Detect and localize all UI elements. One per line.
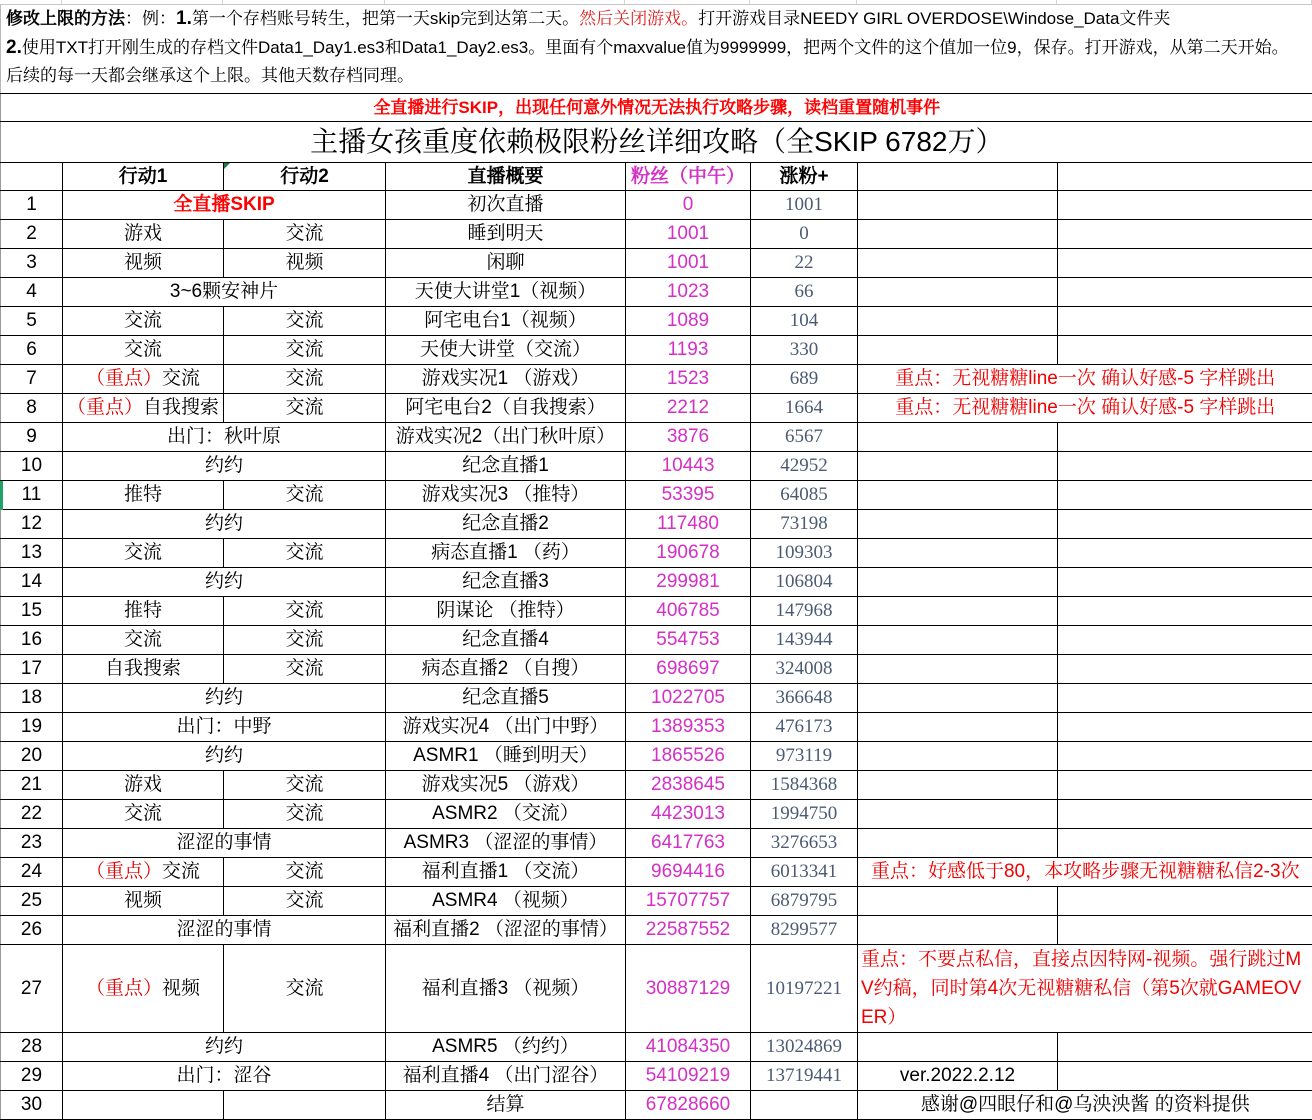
action-merged-cell[interactable]: 出门：秋叶原 <box>63 423 386 452</box>
key-point-prefix: （重点） <box>66 397 143 418</box>
table-row <box>1 858 1312 887</box>
fans-noon-cell[interactable]: 1001 <box>626 220 751 249</box>
table-row <box>1 829 1312 858</box>
table-row <box>1 626 1312 655</box>
gridline-cell <box>223 0 385 4</box>
fans-noon-cell[interactable]: 190678 <box>626 539 751 568</box>
fans-noon-cell[interactable]: 2212 <box>626 394 751 423</box>
key-point-prefix: （重点） <box>85 977 162 999</box>
action-merged-cell[interactable]: 全直播SKIP <box>63 191 386 220</box>
empty-cell[interactable] <box>1058 626 1312 655</box>
step1-red-text: 然后关闭游戏。 <box>579 9 699 28</box>
table-row <box>1 307 1312 336</box>
day-number-cell[interactable]: 19 <box>1 713 63 742</box>
gridline-cell <box>1057 0 1312 4</box>
fans-noon-cell[interactable]: 554753 <box>626 626 751 655</box>
table-row <box>1 597 1312 626</box>
table-row <box>1 713 1312 742</box>
day-number-cell[interactable]: 18 <box>1 684 63 713</box>
action2-cell[interactable]: 交流 <box>224 597 386 626</box>
day-number-cell[interactable]: 29 <box>1 1062 63 1091</box>
key-point-prefix: （重点） <box>85 368 162 389</box>
action2-cell[interactable]: 交流 <box>224 220 386 249</box>
table-row <box>1 684 1312 713</box>
note-cell[interactable]: 感谢@四眼仔和@乌泱泱酱 的资料提供 <box>858 1091 1312 1120</box>
action2-cell[interactable]: 交流 <box>224 481 386 510</box>
stream-summary-cell[interactable]: 病态直播1 （药） <box>386 539 626 568</box>
header-row <box>1 163 1312 191</box>
fans-gain-cell[interactable]: 1001 <box>751 191 858 220</box>
stream-summary-cell[interactable]: 结算 <box>386 1091 626 1120</box>
day-number-cell[interactable]: 27 <box>1 945 63 1033</box>
action2-cell[interactable]: 交流 <box>224 858 386 887</box>
action1-text: 交流 <box>162 368 201 389</box>
note-cell[interactable] <box>858 568 1058 597</box>
fans-noon-cell[interactable]: 30887129 <box>626 945 751 1033</box>
note-cell[interactable] <box>858 887 1058 916</box>
warning-banner[interactable]: 全直播进行SKIP，出现任何意外情况无法执行攻略步骤，读档重置随机事件 <box>1 94 1312 122</box>
day-number-cell[interactable]: 9 <box>1 423 63 452</box>
header-fans[interactable]: 粉丝（中午） <box>626 163 751 191</box>
empty-cell[interactable] <box>1058 800 1312 829</box>
header-stream[interactable]: 直播概要 <box>386 163 626 191</box>
empty-cell[interactable] <box>1058 655 1312 684</box>
fans-gain-cell[interactable]: 6013341 <box>751 858 858 887</box>
fans-gain-cell[interactable]: 324008 <box>751 655 858 684</box>
fans-gain-cell[interactable]: 106804 <box>751 568 858 597</box>
action2-cell[interactable]: 交流 <box>224 336 386 365</box>
action-merged-cell[interactable]: 约约 <box>63 684 386 713</box>
fans-gain-cell[interactable]: 66 <box>751 278 858 307</box>
note-cell[interactable] <box>858 423 1058 452</box>
empty-cell[interactable] <box>1058 713 1312 742</box>
gridline-cell <box>385 0 625 4</box>
table-row <box>1 423 1312 452</box>
fans-noon-cell[interactable]: 54109219 <box>626 1062 751 1091</box>
empty-cell[interactable] <box>1058 916 1312 945</box>
table-row <box>1 1062 1312 1091</box>
fans-noon-cell[interactable]: 0 <box>626 191 751 220</box>
stream-summary-cell[interactable]: 纪念直播4 <box>386 626 626 655</box>
action1-cell[interactable]: 视频 <box>63 249 224 278</box>
day-number-cell[interactable]: 16 <box>1 626 63 655</box>
day-number-cell[interactable]: 4 <box>1 278 63 307</box>
stream-summary-cell[interactable]: 福利直播4 （出门涩谷） <box>386 1062 626 1091</box>
fans-gain-cell[interactable]: 3276653 <box>751 829 858 858</box>
note-cell[interactable]: ver.2022.2.12 <box>858 1062 1058 1091</box>
empty-cell[interactable] <box>1058 220 1312 249</box>
day-number-cell[interactable]: 11 <box>1 481 63 510</box>
action1-cell[interactable] <box>63 945 224 1033</box>
fans-noon-cell[interactable]: 2838645 <box>626 771 751 800</box>
fans-noon-cell[interactable]: 1089 <box>626 307 751 336</box>
action1-cell[interactable]: 推特 <box>63 597 224 626</box>
instructions-cell[interactable] <box>0 5 1312 93</box>
stream-summary-cell[interactable]: 阿宅电台2（自我搜索） <box>386 394 626 423</box>
stream-summary-cell[interactable]: ASMR4 （视频） <box>386 887 626 916</box>
action1-cell[interactable]: 交流 <box>63 307 224 336</box>
note-cell[interactable] <box>858 249 1058 278</box>
action1-cell[interactable]: 交流 <box>63 626 224 655</box>
comment-indicator-icon <box>224 163 230 169</box>
key-point-prefix: （重点） <box>85 861 162 882</box>
note-cell[interactable] <box>858 307 1058 336</box>
action2-cell[interactable] <box>224 1091 386 1120</box>
action-merged-cell[interactable]: 出门：涩谷 <box>63 1062 386 1091</box>
stream-summary-cell[interactable]: 纪念直播1 <box>386 452 626 481</box>
empty-cell[interactable] <box>1058 452 1312 481</box>
day-number-cell[interactable]: 7 <box>1 365 63 394</box>
action-merged-cell[interactable]: 涩涩的事情 <box>63 916 386 945</box>
stream-summary-cell[interactable]: ASMR1 （睡到明天） <box>386 742 626 771</box>
fans-gain-cell[interactable]: 104 <box>751 307 858 336</box>
action1-cell[interactable] <box>63 394 224 423</box>
note-cell[interactable] <box>858 655 1058 684</box>
day-number-cell[interactable]: 26 <box>1 916 63 945</box>
fans-gain-cell[interactable]: 109303 <box>751 539 858 568</box>
table-row <box>1 1091 1312 1120</box>
action-merged-cell[interactable]: 约约 <box>63 452 386 481</box>
day-number-cell[interactable]: 24 <box>1 858 63 887</box>
fans-noon-cell[interactable]: 1193 <box>626 336 751 365</box>
fans-noon-cell[interactable]: 3876 <box>626 423 751 452</box>
gridline-cell <box>0 0 62 4</box>
action1-text: 自我搜索 <box>143 397 220 418</box>
empty-cell[interactable] <box>1058 1033 1312 1062</box>
fans-noon-cell[interactable]: 299981 <box>626 568 751 597</box>
table-row <box>1 336 1312 365</box>
step1-tail-text: 打开游戏目录NEEDY GIRL OVERDOSE\Windose_Data文件夹 <box>698 9 1171 28</box>
action2-cell[interactable]: 交流 <box>224 394 386 423</box>
header-gain[interactable]: 涨粉+ <box>751 163 858 191</box>
table-row <box>1 887 1312 916</box>
fans-gain-cell[interactable] <box>751 1091 858 1120</box>
action1-cell[interactable]: 交流 <box>63 539 224 568</box>
note-cell[interactable] <box>858 597 1058 626</box>
action-merged-cell[interactable]: 约约 <box>63 1033 386 1062</box>
fans-noon-cell[interactable]: 53395 <box>626 481 751 510</box>
action1-cell[interactable]: 游戏 <box>63 771 224 800</box>
action1-cell[interactable]: 交流 <box>63 336 224 365</box>
day-number-cell[interactable]: 25 <box>1 887 63 916</box>
stream-summary-cell[interactable]: 阴谋论 （推特） <box>386 597 626 626</box>
row-selection-indicator <box>0 481 3 510</box>
action-merged-cell[interactable]: 约约 <box>63 742 386 771</box>
gridline-cell <box>750 0 857 4</box>
note-cell[interactable] <box>858 713 1058 742</box>
note-cell[interactable] <box>858 742 1058 771</box>
action1-text: 视频 <box>162 977 201 999</box>
instructions-line-2 <box>6 34 1312 63</box>
stream-summary-cell[interactable]: 福利直播3 （视频） <box>386 945 626 1033</box>
fans-gain-cell[interactable]: 22 <box>751 249 858 278</box>
empty-cell[interactable] <box>1058 336 1312 365</box>
stream-summary-cell[interactable]: 游戏实况3 （推特） <box>386 481 626 510</box>
action1-cell[interactable]: 游戏 <box>63 220 224 249</box>
day-number-cell[interactable]: 1 <box>1 191 63 220</box>
note-cell[interactable]: 重点：无视糖糖line一次 确认好感-5 字样跳出 <box>858 365 1312 394</box>
empty-cell[interactable] <box>1058 887 1312 916</box>
stream-summary-cell[interactable]: 初次直播 <box>386 191 626 220</box>
action2-cell[interactable]: 交流 <box>224 945 386 1033</box>
table-row <box>1 510 1312 539</box>
header-col-h[interactable] <box>1058 163 1312 191</box>
stream-summary-cell[interactable]: 游戏实况2（出门秋叶原） <box>386 423 626 452</box>
fans-gain-cell[interactable]: 1584368 <box>751 771 858 800</box>
empty-cell[interactable] <box>1058 568 1312 597</box>
day-number-cell[interactable]: 17 <box>1 655 63 684</box>
stream-summary-cell[interactable]: 睡到明天 <box>386 220 626 249</box>
empty-cell[interactable] <box>1058 423 1312 452</box>
table-row <box>1 539 1312 568</box>
sheet-title[interactable]: 主播女孩重度依赖极限粉丝详细攻略（全SKIP 6782万） <box>1 122 1312 163</box>
day-number-cell[interactable]: 5 <box>1 307 63 336</box>
fans-noon-cell[interactable]: 6417763 <box>626 829 751 858</box>
header-day[interactable] <box>1 163 63 191</box>
fans-noon-cell[interactable]: 1023 <box>626 278 751 307</box>
header-action2: 行动2 <box>280 166 329 187</box>
note-cell[interactable] <box>858 220 1058 249</box>
fans-gain-cell[interactable]: 42952 <box>751 452 858 481</box>
fans-gain-cell[interactable]: 10197221 <box>751 945 858 1033</box>
fans-noon-cell[interactable]: 1523 <box>626 365 751 394</box>
stream-summary-cell[interactable]: 游戏实况5 （游戏） <box>386 771 626 800</box>
empty-cell[interactable] <box>1058 307 1312 336</box>
note-cell[interactable] <box>858 800 1058 829</box>
table-row <box>1 452 1312 481</box>
empty-cell[interactable] <box>1058 481 1312 510</box>
fans-noon-cell[interactable]: 406785 <box>626 597 751 626</box>
action2-cell[interactable]: 交流 <box>224 365 386 394</box>
action-merged-cell[interactable]: 约约 <box>63 510 386 539</box>
stream-summary-cell[interactable]: 福利直播1 （交流） <box>386 858 626 887</box>
instructions-line-3 <box>6 62 1312 91</box>
fans-gain-cell[interactable]: 143944 <box>751 626 858 655</box>
day-number-cell[interactable]: 15 <box>1 597 63 626</box>
step2-number: 2. <box>6 36 22 58</box>
table-row <box>1 278 1312 307</box>
empty-cell[interactable] <box>1058 597 1312 626</box>
fans-noon-cell[interactable]: 4423013 <box>626 800 751 829</box>
note-cell[interactable] <box>858 452 1058 481</box>
table-row <box>1 742 1312 771</box>
table-row <box>1 191 1312 220</box>
action2-cell[interactable]: 交流 <box>224 887 386 916</box>
empty-cell[interactable] <box>1058 249 1312 278</box>
fans-noon-cell[interactable]: 9694416 <box>626 858 751 887</box>
table-row <box>1 365 1312 394</box>
step1-text: 第一个存档账号转生，把第一天skip完到达第二天。 <box>191 9 580 28</box>
table-row <box>1 771 1312 800</box>
empty-cell[interactable] <box>1058 510 1312 539</box>
fans-gain-cell[interactable]: 147968 <box>751 597 858 626</box>
action-merged-cell[interactable]: 约约 <box>63 568 386 597</box>
step2-continuation-text: 后续的每一天都会继承这个上限。其他天数存档同理。 <box>6 66 414 85</box>
fans-gain-cell[interactable]: 73198 <box>751 510 858 539</box>
step1-number: 1. <box>176 8 192 29</box>
instructions-line-1 <box>6 5 1312 34</box>
action1-cell[interactable] <box>63 365 224 394</box>
gridline-cell <box>62 0 223 4</box>
day-number-cell[interactable]: 8 <box>1 394 63 423</box>
day-number-cell[interactable]: 6 <box>1 336 63 365</box>
empty-cell[interactable] <box>1058 742 1312 771</box>
fans-noon-cell[interactable]: 1022705 <box>626 684 751 713</box>
action1-cell[interactable] <box>63 1091 224 1120</box>
fans-gain-cell[interactable]: 8299577 <box>751 916 858 945</box>
fans-noon-cell[interactable]: 15707757 <box>626 887 751 916</box>
note-cell[interactable] <box>858 191 1058 220</box>
stream-summary-cell[interactable]: 病态直播2 （自搜） <box>386 655 626 684</box>
table-row <box>1 1033 1312 1062</box>
day-number-cell[interactable]: 2 <box>1 220 63 249</box>
empty-cell[interactable] <box>1058 771 1312 800</box>
day-number-cell[interactable]: 3 <box>1 249 63 278</box>
action-merged-cell[interactable]: 涩涩的事情 <box>63 829 386 858</box>
day-number-cell[interactable]: 28 <box>1 1033 63 1062</box>
table-row <box>1 220 1312 249</box>
fans-gain-cell[interactable]: 13024869 <box>751 1033 858 1062</box>
action2-cell[interactable]: 交流 <box>224 307 386 336</box>
stream-summary-cell[interactable]: 游戏实况1 （游戏） <box>386 365 626 394</box>
table-row <box>1 394 1312 423</box>
fans-gain-cell[interactable]: 973119 <box>751 742 858 771</box>
stream-summary-cell[interactable]: 阿宅电台1（视频） <box>386 307 626 336</box>
action2-cell[interactable]: 交流 <box>224 771 386 800</box>
stream-summary-cell[interactable]: ASMR5 （约约） <box>386 1033 626 1062</box>
action-merged-cell[interactable]: 3~6颗安神片 <box>63 278 386 307</box>
fans-gain-cell[interactable]: 13719441 <box>751 1062 858 1091</box>
fans-noon-cell[interactable]: 22587552 <box>626 916 751 945</box>
action1-text: 交流 <box>162 861 201 882</box>
stream-summary-cell[interactable]: 天使大讲堂（交流） <box>386 336 626 365</box>
action2-cell[interactable]: 交流 <box>224 800 386 829</box>
stream-summary-cell[interactable]: 纪念直播3 <box>386 568 626 597</box>
day-number-cell[interactable]: 30 <box>1 1091 63 1120</box>
fans-gain-cell[interactable]: 1664 <box>751 394 858 423</box>
stream-summary-cell[interactable]: ASMR3 （涩涩的事情） <box>386 829 626 858</box>
step2-text: 使用TXT打开刚生成的存档文件Data1_Day1.es3和Data1_Day2.es3。里面有个maxvalue值为9999999，把两个文件的这个值加一位9，保存。打开游戏，从第二天开始。 <box>21 37 1289 57</box>
fans-gain-cell[interactable]: 0 <box>751 220 858 249</box>
action1-cell[interactable]: 视频 <box>63 887 224 916</box>
day-number-cell[interactable]: 12 <box>1 510 63 539</box>
empty-cell[interactable] <box>1058 539 1312 568</box>
instructions-label: 修改上限的方法 <box>6 9 125 28</box>
note-cell[interactable] <box>858 336 1058 365</box>
stream-summary-cell[interactable]: 纪念直播5 <box>386 684 626 713</box>
table-row <box>1 945 1312 1033</box>
note-cell[interactable] <box>858 1033 1058 1062</box>
fans-noon-cell[interactable]: 67828660 <box>626 1091 751 1120</box>
stream-summary-cell[interactable]: 游戏实况4 （出门中野） <box>386 713 626 742</box>
note-cell[interactable] <box>858 771 1058 800</box>
empty-cell[interactable] <box>1058 191 1312 220</box>
empty-cell[interactable] <box>1058 684 1312 713</box>
action1-cell[interactable]: 交流 <box>63 800 224 829</box>
fans-noon-cell[interactable]: 698697 <box>626 655 751 684</box>
gridline-cell <box>857 0 1057 4</box>
fans-gain-cell[interactable]: 476173 <box>751 713 858 742</box>
day-number-cell[interactable]: 23 <box>1 829 63 858</box>
fans-noon-cell[interactable]: 10443 <box>626 452 751 481</box>
action2-cell[interactable]: 交流 <box>224 539 386 568</box>
instructions-separator: ：例： <box>125 9 176 28</box>
stream-summary-cell[interactable]: ASMR2 （交流） <box>386 800 626 829</box>
title-row <box>1 122 1312 163</box>
fans-noon-cell[interactable]: 1001 <box>626 249 751 278</box>
table-row <box>1 916 1312 945</box>
table-row <box>1 481 1312 510</box>
header-action2-cell[interactable] <box>224 163 386 191</box>
fans-noon-cell[interactable]: 1389353 <box>626 713 751 742</box>
day-number-cell[interactable]: 14 <box>1 568 63 597</box>
action1-cell[interactable] <box>63 858 224 887</box>
note-cell[interactable]: 重点：无视糖糖line一次 确认好感-5 字样跳出 <box>858 394 1312 423</box>
day-number-cell[interactable]: 13 <box>1 539 63 568</box>
gridline-cell <box>625 0 750 4</box>
stream-summary-cell[interactable]: 福利直播2 （涩涩的事情） <box>386 916 626 945</box>
header-col-g[interactable] <box>858 163 1058 191</box>
day-number-cell[interactable]: 20 <box>1 742 63 771</box>
note-cell[interactable] <box>858 916 1058 945</box>
fans-gain-cell[interactable]: 6567 <box>751 423 858 452</box>
header-action1[interactable]: 行动1 <box>63 163 224 191</box>
action1-cell[interactable]: 自我搜索 <box>63 655 224 684</box>
fans-gain-cell[interactable]: 1994750 <box>751 800 858 829</box>
note-cell[interactable] <box>858 278 1058 307</box>
empty-cell[interactable] <box>1058 1062 1312 1091</box>
table-row <box>1 800 1312 829</box>
empty-cell[interactable] <box>1058 278 1312 307</box>
note-cell[interactable] <box>858 684 1058 713</box>
note-cell[interactable] <box>858 510 1058 539</box>
table-row <box>1 655 1312 684</box>
fans-gain-cell[interactable]: 366648 <box>751 684 858 713</box>
note-cell[interactable] <box>858 626 1058 655</box>
note-cell[interactable] <box>858 481 1058 510</box>
stream-summary-cell[interactable]: 天使大讲堂1（视频） <box>386 278 626 307</box>
fans-noon-cell[interactable]: 1865526 <box>626 742 751 771</box>
day-number-cell[interactable]: 21 <box>1 771 63 800</box>
note-cell[interactable] <box>858 829 1058 858</box>
action1-cell[interactable]: 推特 <box>63 481 224 510</box>
stream-summary-cell[interactable]: 闲聊 <box>386 249 626 278</box>
empty-cell[interactable] <box>1058 829 1312 858</box>
action2-cell[interactable]: 视频 <box>224 249 386 278</box>
table-row <box>1 568 1312 597</box>
strategy-table <box>0 93 1312 1120</box>
fans-noon-cell[interactable]: 117480 <box>626 510 751 539</box>
action2-cell[interactable]: 交流 <box>224 626 386 655</box>
fans-gain-cell[interactable]: 64085 <box>751 481 858 510</box>
action2-cell[interactable]: 交流 <box>224 655 386 684</box>
note-cell[interactable] <box>858 539 1058 568</box>
fans-gain-cell[interactable]: 689 <box>751 365 858 394</box>
note-cell[interactable]: 重点：好感低于80，本攻略步骤无视糖糖私信2-3次 <box>858 858 1312 887</box>
day-number-cell[interactable]: 22 <box>1 800 63 829</box>
fans-noon-cell[interactable]: 41084350 <box>626 1033 751 1062</box>
note-cell[interactable]: 重点：不要点私信，直接点因特网-视频。强行跳过MV约稿，同时第4次无视糖糖私信（第5次就GAMEOVER） <box>858 945 1312 1033</box>
warning-row <box>1 94 1312 122</box>
stream-summary-cell[interactable]: 纪念直播2 <box>386 510 626 539</box>
fans-gain-cell[interactable]: 330 <box>751 336 858 365</box>
day-number-cell[interactable]: 10 <box>1 452 63 481</box>
table-row <box>1 249 1312 278</box>
action-merged-cell[interactable]: 出门：中野 <box>63 713 386 742</box>
fans-gain-cell[interactable]: 6879795 <box>751 887 858 916</box>
